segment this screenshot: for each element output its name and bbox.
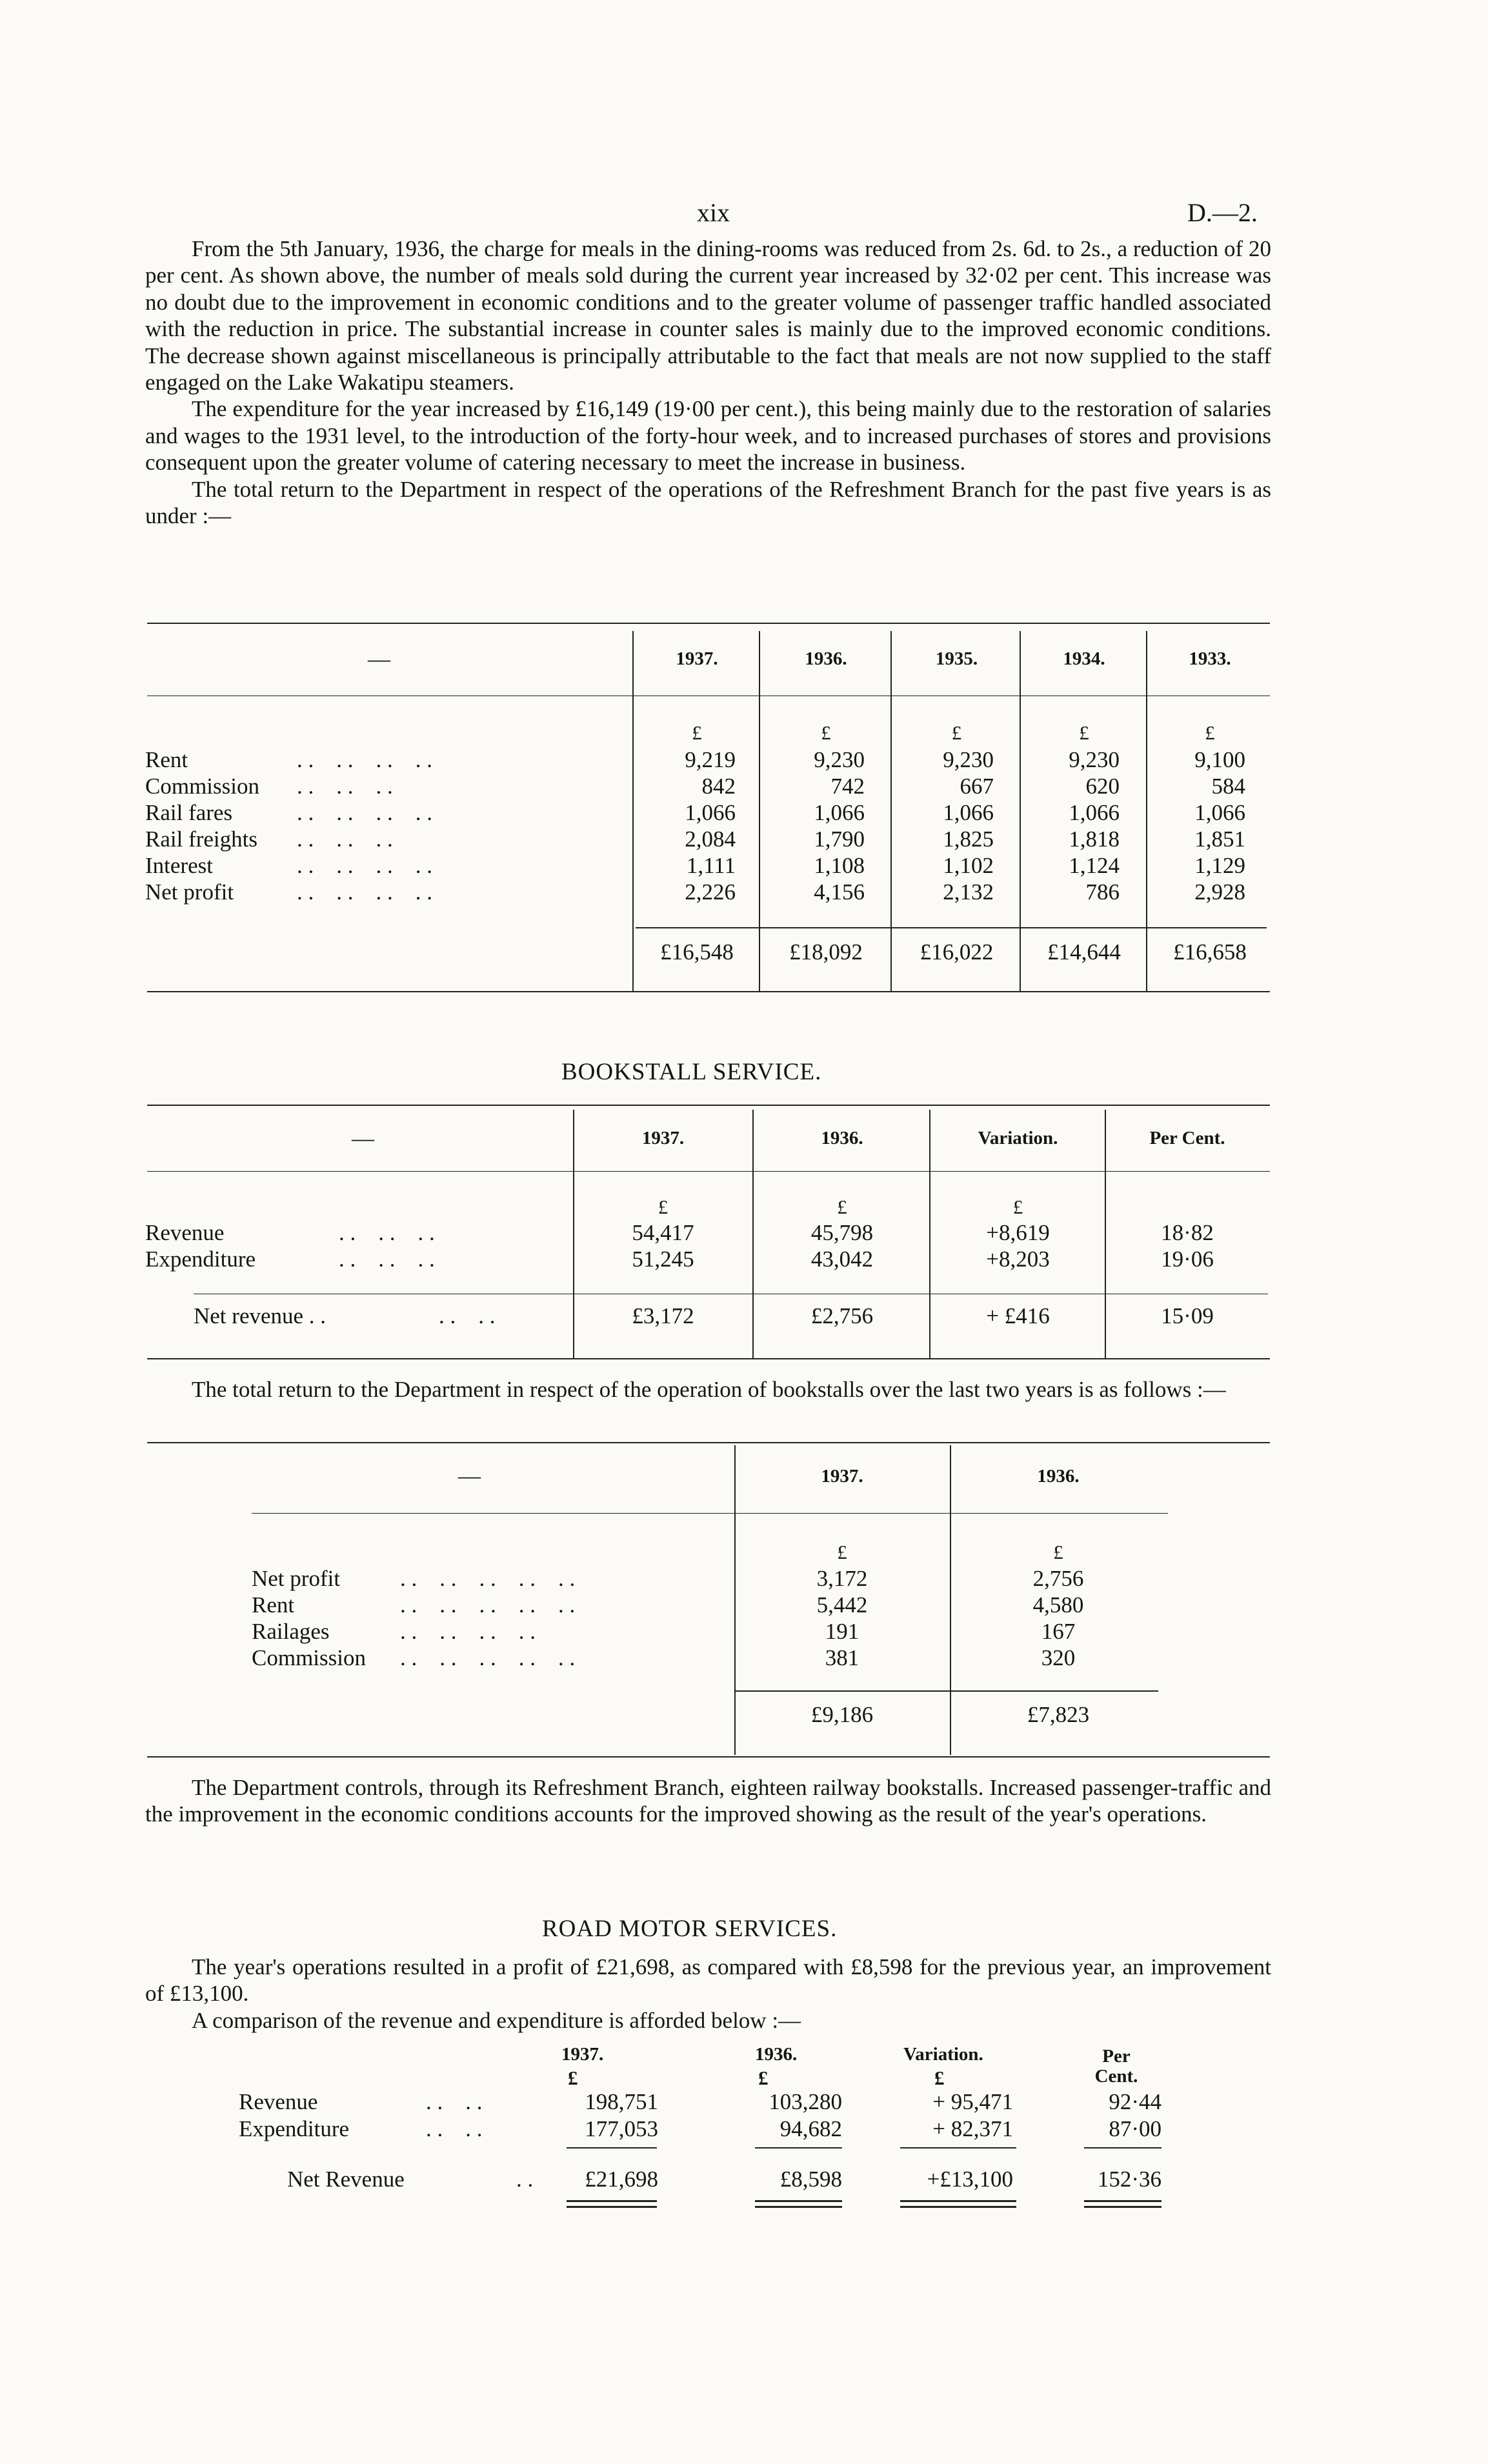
table-cell: 1,066: [685, 800, 736, 825]
table-cell: 198,751: [585, 2089, 658, 2114]
row-leader: . . . . . . . . . .: [400, 1592, 576, 1618]
table-cell: 43,042: [810, 1247, 874, 1272]
table-cell: 1,102: [943, 853, 994, 878]
row-leader: . . . .: [426, 2116, 483, 2141]
row-leader: . .: [516, 2167, 534, 2192]
currency-symbol: £: [692, 721, 702, 744]
row-leader: . . . . . . . .: [297, 879, 432, 905]
row-leader: . . . . . . . .: [297, 747, 432, 772]
column-header: 1936.: [755, 2044, 798, 2065]
column-header: 1936.: [805, 648, 847, 669]
table-cell: 18·82: [1161, 1220, 1214, 1245]
bookstall-title: BOOKSTALL SERVICE.: [561, 1059, 822, 1085]
table-cell: 103,280: [769, 2089, 842, 2114]
table-total: +£13,100: [927, 2167, 1013, 2192]
row-leader: . . . . . . . .: [297, 853, 432, 878]
column-header: 1934.: [1063, 648, 1105, 669]
row-label: Revenue: [239, 2089, 318, 2114]
column-header: Variation.: [978, 1128, 1058, 1148]
column-header: Variation.: [903, 2044, 983, 2065]
row-label: Railages: [252, 1619, 330, 1644]
table-cell: 5,442: [816, 1592, 868, 1618]
table-total: £7,823: [1027, 1702, 1090, 1727]
table-total: + £416: [986, 1303, 1050, 1328]
bookstall-closing-paragraph: The Department controls, through its Refreshment Branch, eighteen railway bookstalls. Increased passenger-traffic and the improvement in the economic conditions accounts for the improved showing as the result of the year's operations.: [145, 1775, 1271, 1827]
table-cell: +8,203: [986, 1247, 1050, 1272]
row-label: Net profit: [145, 879, 234, 905]
column-header: 1936.: [1037, 1466, 1080, 1487]
column-header: Per Cent.: [1149, 1128, 1225, 1148]
row-label: Expenditure: [239, 2116, 350, 2141]
currency-symbol: £: [1012, 1196, 1023, 1218]
row-leader: . . . . . .: [297, 774, 393, 799]
row-label: Rail freights: [145, 826, 257, 852]
road-motor-intro: The year's operations resulted in a profit of £21,698, as compared with £8,598 for the previous year, an improvement of £13,100.: [145, 1954, 1271, 2007]
meals-paragraph: From the 5th January, 1936, the charge for meals in the dining-rooms was reduced from 2s. 6d. to 2s., a reduction of 20 per cent. As shown above, the number of meals sold during the current year increased by 32·02 per cent. This increase was no doubt due to the improvement in economic conditions and to the greater volume of passenger traffic handled associated with the reduction in price. The substantial increase in counter sales is mainly due to the improved economic conditions. The decrease shown against miscellaneous is principally attributable to the fact that meals are not now supplied to the staff engaged on the Lake Wakatipu steamers.: [145, 236, 1271, 396]
currency-symbol: £: [1079, 721, 1089, 744]
currency-symbol: £: [837, 1541, 847, 1563]
column-header: 1937.: [676, 648, 718, 669]
table-cell: 786: [1085, 879, 1120, 905]
column-header: 1936.: [821, 1128, 863, 1148]
currency-symbol: £: [658, 1196, 669, 1218]
column-header: 1933.: [1189, 648, 1231, 669]
table-cell: 94,682: [779, 2116, 842, 2141]
table-cell: 9,230: [943, 747, 994, 772]
table-cell: 3,172: [816, 1566, 868, 1591]
table-cell: 167: [1041, 1619, 1076, 1644]
row-label: Rent: [252, 1592, 295, 1618]
table-cell: 54,417: [632, 1220, 694, 1245]
road-motor-title: ROAD MOTOR SERVICES.: [542, 1916, 838, 1942]
table-cell: 191: [825, 1619, 860, 1644]
table-cell: 9,219: [685, 747, 736, 772]
row-label: Commission: [252, 1645, 366, 1670]
table-cell: 1,129: [1194, 853, 1245, 878]
table-cell: 1,066: [814, 800, 865, 825]
bookstall-closing-text: [145, 1774, 1271, 1828]
table-total: £18,092: [789, 939, 863, 965]
table-cell: 742: [830, 774, 865, 799]
row-label: Commission: [145, 774, 259, 799]
currency-symbol: £: [568, 2067, 578, 2089]
row-label: Expenditure: [145, 1247, 256, 1272]
road-motor-comparison: A comparison of the revenue and expenditure is afforded below :—: [192, 2007, 801, 2033]
table-cell: 620: [1085, 774, 1120, 799]
table-total: £8,598: [779, 2167, 842, 2192]
bookstall-return-paragraph: The total return to the Department in respect of the operation of bookstalls over the last two years is as follows :—: [192, 1377, 1226, 1402]
table-cell: 2,084: [685, 826, 736, 852]
table-total: £21,698: [585, 2167, 658, 2192]
row-leader: . . . . . .: [339, 1220, 435, 1245]
table-cell: 9,230: [1069, 747, 1120, 772]
table-cell: 381: [825, 1645, 860, 1670]
row-label: Net profit: [252, 1566, 341, 1591]
column-header: 1937.: [821, 1466, 863, 1487]
road-motor-text: [145, 1954, 1271, 2034]
column-header: 1937.: [641, 1128, 685, 1148]
column-header: 1937.: [561, 2044, 604, 2065]
expenditure-paragraph: The expenditure for the year increased by £16,149 (19·00 per cent.), this being mainly due to the restoration of salaries and wages to the 1931 level, to the introduction of the forty-hour week, and to increased purchases of stores and provisions consequent upon the greater volume of catering necessary to meet the increase in business.: [145, 396, 1271, 476]
table-total: 15·09: [1161, 1303, 1214, 1328]
row-leader: . . . . . . . . . .: [400, 1645, 576, 1670]
table-cell: 1,851: [1194, 826, 1245, 852]
row-label: Interest: [145, 853, 213, 878]
table-cell: 4,156: [814, 879, 865, 905]
currency-symbol: £: [758, 2067, 769, 2089]
table-cell: 1,108: [814, 853, 865, 878]
table-cell: 584: [1211, 774, 1245, 799]
currency-symbol: £: [1053, 1541, 1063, 1563]
table-cell: 667: [960, 774, 994, 799]
table-cell: 9,230: [814, 747, 865, 772]
table-cell: 92·44: [1109, 2089, 1161, 2114]
table-cell: +8,619: [986, 1220, 1050, 1245]
currency-symbol: £: [934, 2067, 945, 2089]
row-leader: . . . . . .: [297, 826, 393, 852]
table-cell: 1,066: [943, 800, 994, 825]
row-leader: . . . . . . . .: [400, 1619, 536, 1644]
column-header: 1935.: [935, 648, 978, 669]
table-total: £9,186: [810, 1702, 874, 1727]
table-total: 152·36: [1097, 2167, 1161, 2192]
table-cell: 19·06: [1161, 1247, 1214, 1272]
table-corner-dash: —: [352, 1126, 374, 1151]
net-revenue-label: Net revenue . .: [194, 1303, 327, 1328]
table-cell: + 95,471: [932, 2089, 1013, 2114]
table-total: £16,022: [920, 939, 994, 965]
table-total: £14,644: [1047, 939, 1121, 965]
row-leader: . . . . . . . . . .: [400, 1566, 576, 1591]
row-label: Rail fares: [145, 800, 233, 825]
row-leader: . . . . . .: [339, 1247, 435, 1272]
table-cell: 842: [701, 774, 736, 799]
currency-symbol: £: [837, 1196, 847, 1218]
currency-symbol: £: [951, 721, 962, 744]
row-label: Revenue: [145, 1220, 225, 1245]
table-cell: 1,066: [1194, 800, 1245, 825]
table-cell: 2,132: [943, 879, 994, 905]
table-cell: 9,100: [1194, 747, 1245, 772]
net-revenue-label: Net Revenue: [287, 2167, 405, 2192]
table-cell: 45,798: [810, 1220, 874, 1245]
table-cell: 177,053: [585, 2116, 658, 2141]
table-total: £16,548: [660, 939, 734, 965]
currency-symbol: £: [1205, 721, 1215, 744]
row-leader: . . . .: [426, 2089, 483, 2114]
currency-symbol: £: [821, 721, 831, 744]
table-cell: 1,111: [686, 853, 736, 878]
row-label: Rent: [145, 747, 188, 772]
document-code: D.—2.: [1187, 198, 1258, 227]
table-cell: 1,825: [943, 826, 994, 852]
bookstall-return-text: [145, 1376, 1271, 1403]
table-cell: + 82,371: [932, 2116, 1013, 2141]
opening-text: [145, 235, 1271, 529]
table-cell: 1,818: [1069, 826, 1120, 852]
table-cell: 1,066: [1069, 800, 1120, 825]
row-leader: . . . .: [439, 1303, 496, 1328]
column-header: Per Cent.: [1094, 2046, 1138, 2087]
table-total: £16,658: [1173, 939, 1247, 965]
table-cell: 320: [1041, 1645, 1076, 1670]
table-cell: 4,580: [1032, 1592, 1084, 1618]
table-total: £3,172: [632, 1303, 694, 1328]
table-cell: 51,245: [632, 1247, 694, 1272]
table-cell: 2,756: [1032, 1566, 1084, 1591]
table-cell: 87·00: [1109, 2116, 1161, 2141]
table-cell: 1,124: [1069, 853, 1120, 878]
table-cell: 2,928: [1194, 879, 1245, 905]
total-return-paragraph: The total return to the Department in respect of the operations of the Refreshment Branch for the past five years is as under :—: [145, 476, 1271, 529]
table-corner-dash: —: [458, 1463, 481, 1488]
row-leader: . . . . . . . .: [297, 800, 432, 825]
page-number: xix: [697, 198, 730, 227]
table-cell: 1,790: [814, 826, 865, 852]
table-total: £2,756: [810, 1303, 874, 1328]
table-cell: 2,226: [685, 879, 736, 905]
table-corner-dash: —: [368, 646, 390, 672]
